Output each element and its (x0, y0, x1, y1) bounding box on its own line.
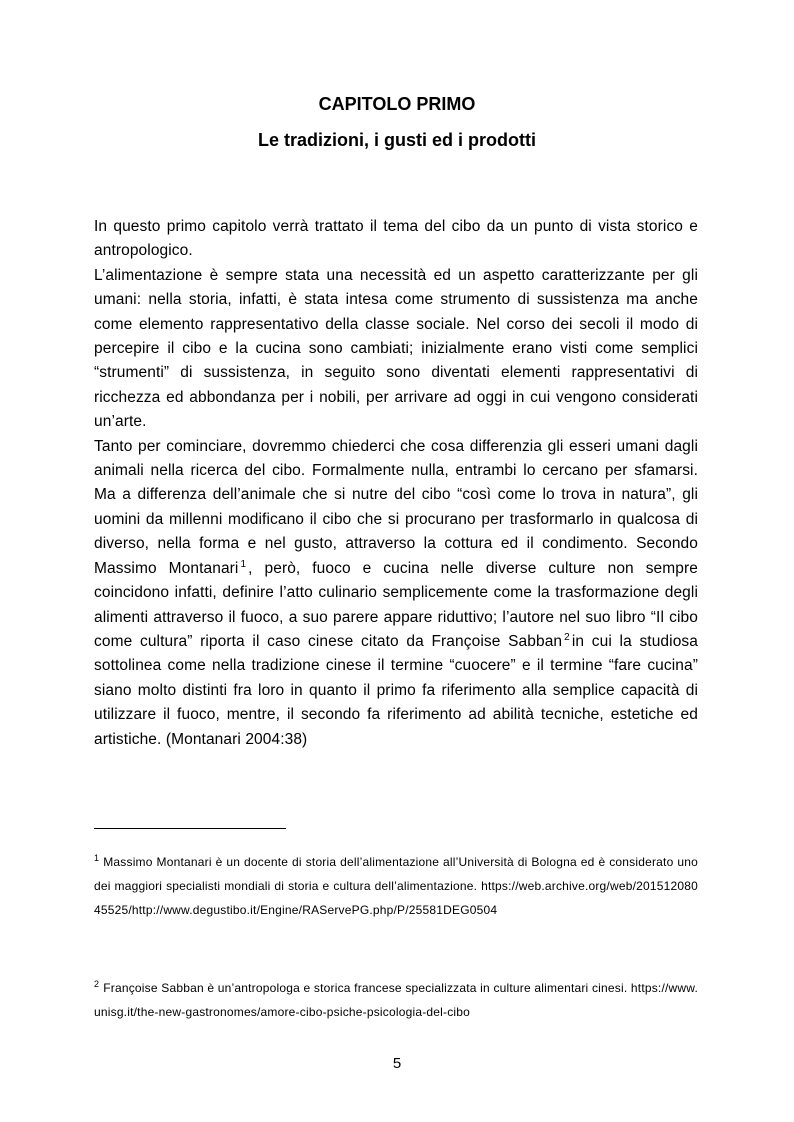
footnote-number: 2 (94, 979, 100, 989)
paragraph-intro: In questo primo capitolo verrà trattato il tema del cibo da un punto di vista storico e antropologico. (94, 218, 698, 260)
body-text (94, 215, 698, 752)
chapter-subtitle: Le tradizioni, i gusti ed i prodotti (258, 130, 536, 150)
paragraph-montanari-part-1: Tanto per cominciare, dovremmo chiederci che cosa differenzia gli esseri umani dagli animali nella ricerca del cibo. Formalmente nulla, entrambi lo cercano per sfamarsi. Ma a differenza dell’animale che si nutre del cibo “così come lo trova in natura”, gli uomini da millenni modificano il cibo che si procurano per trasformarlo in qualcosa di diverso, nella forma e nel gusto, attraverso la cottura ed il condimento. Secondo Massimo Montanari (94, 437, 698, 577)
footnote-link[interactable]: https://www.unisg.it/the-new-gastronomes/amore-cibo-psiche-psicologia-del-cibo (94, 981, 699, 1019)
footnote-text: Massimo Montanari è un docente di storia dell’alimentazione all’Università di Bologna ed è considerato uno dei maggiori specialisti mondiali di storia e cultura dell’alimentazione. (94, 855, 698, 893)
chapter-title: CAPITOLO PRIMO (318, 94, 476, 114)
footnote-number: 1 (94, 853, 100, 863)
footnote-text: Françoise Sabban è un’antropologa e storica francese specializzata in culture alimentari cinesi. (103, 981, 628, 995)
footnote-link[interactable]: https://web.archive.org/web/20151208045525/http://www.degustibo.it/Engine/RAServePG.php/P/25581DEG0504 (94, 879, 698, 917)
paragraph-alimentazione: L’alimentazione è sempre stata una necessità ed un aspetto caratterizzante per gli umani: nella storia, infatti, è stata intesa come strumento di sussistenza ma anche come elemento rappresentativo della classe sociale. Nel corso dei secoli il modo di percepire il cibo e la cucina sono cambiati; inizialmente erano visti come semplici “strumenti” di sussistenza, in seguito sono diventati elementi rappresentativi di ricchezza ed abbondanza per i nobili, per arrivare ad oggi in cui vengono considerati un’arte. (94, 266, 698, 431)
paragraph-montanari-part-3: in cui la studiosa sottolinea come nella tradizione cinese il termine “cuocere” e il termine “fare cucina” siano molto distinti fra loro in quanto il primo fa riferimento alla semplice capacità di utilizzare il fuoco, mentre, il secondo fa riferimento ad abilità tecniche, estetiche ed artistiche. (Montanari 2004:38) (94, 632, 698, 748)
footnote-separator (94, 828, 286, 829)
paragraph-montanari-part-2: , però, fuoco e cucina nelle diverse culture non sempre coincidono infatti, definire l’atto culinario semplicemente come la trasformazione degli alimenti attraverso il fuoco, a suo parere appare riduttivo; l’autore nel suo libro “Il cibo come cultura” riporta il caso cinese citato da Françoise Sabban (94, 559, 698, 650)
footnote-1 (94, 850, 698, 922)
footnote-2 (94, 976, 698, 1024)
footnote-reference-1[interactable]: 1 (240, 558, 247, 570)
page-number: 5 (392, 1055, 402, 1072)
paragraph-montanari (94, 435, 698, 752)
footnote-reference-2[interactable]: 2 (564, 631, 570, 643)
